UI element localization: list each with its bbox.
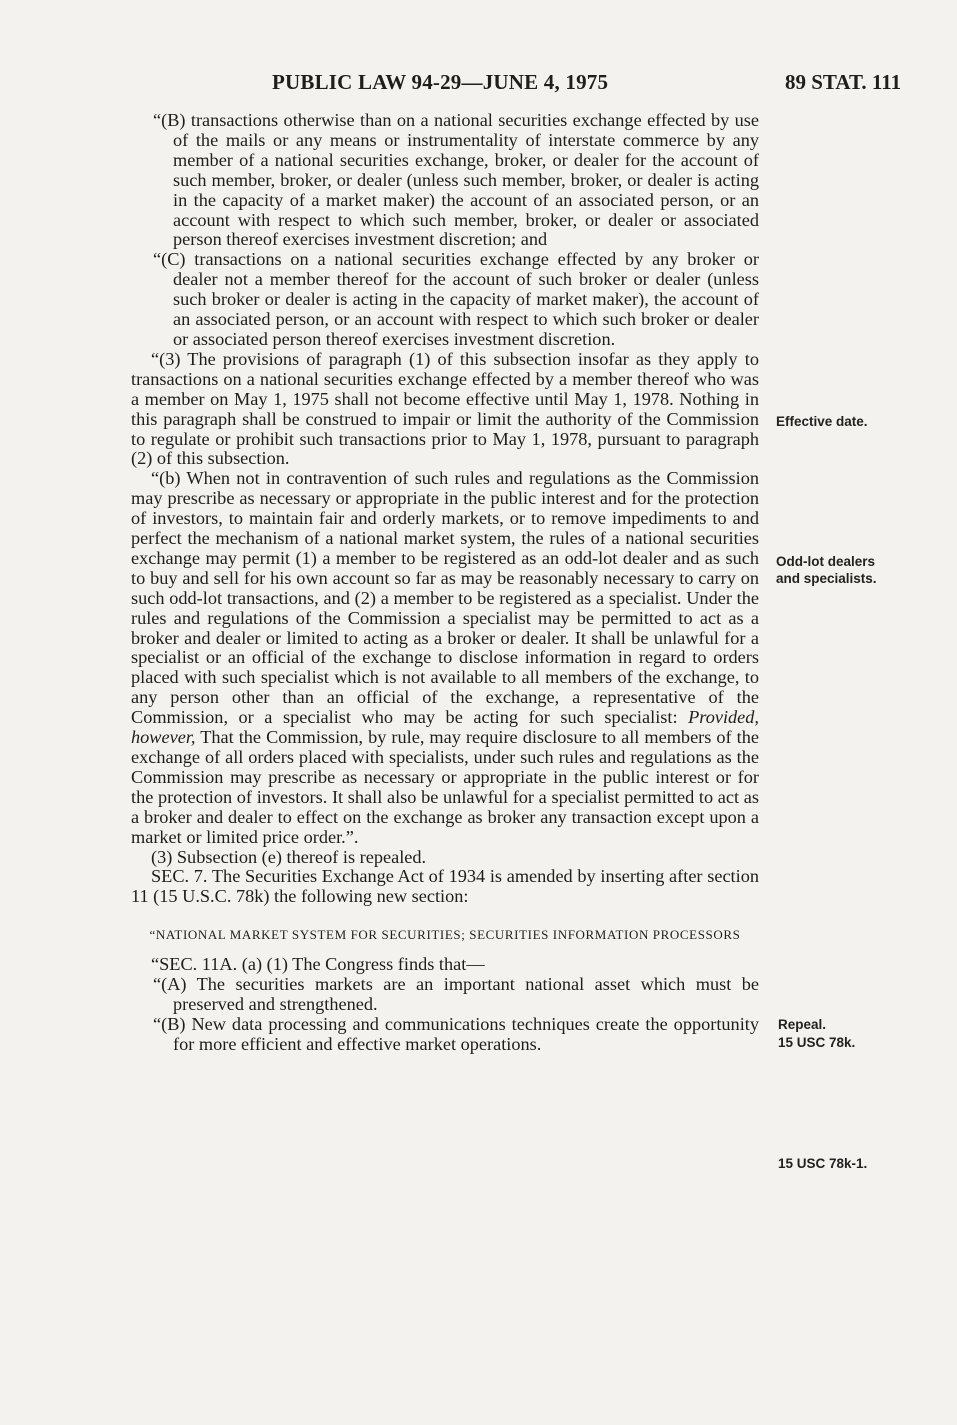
section-7-label: SEC. 7.: [151, 866, 208, 887]
paragraph-repeal: (3) Subsection (e) thereof is repealed.: [151, 846, 427, 867]
paragraph-3-effective: “(3) The provisions of paragraph (1) of this subsection insofar as they apply to transactions on a national securities exchange effected by a member thereof who was a member on May 1, 1975 shall not become effective until May 1, 1978. Nothing in this paragraph shall be construed to impair or limit the authority of the Commission to regulate or prohibit such transactions prior to May 1, 1978, pursuant to paragraph (2) of this subsection.: [131, 348, 759, 469]
document-body: [131, 111, 759, 1055]
section-11a-text: (a) (1) The Congress finds that—: [241, 954, 485, 975]
section-11a-label: “SEC. 11A.: [151, 954, 238, 975]
margin-note-odd-lot-line1: Odd-lot dealers: [776, 554, 876, 569]
section-7-text: The Securities Exchange Act of 1934 is amended by inserting after section 11 (15 U.S.C. 78k) the following new section:: [131, 866, 759, 907]
margin-note-15-usc-78k: 15 USC 78k.: [778, 1035, 856, 1050]
page-title: PUBLIC LAW 94-29—JUNE 4, 1975: [272, 70, 609, 94]
paragraph-11a-a: “(A) The securities markets are an important national asset which must be preserved and strengthened.: [153, 974, 759, 1015]
paragraph-b-odd-lot: [131, 469, 759, 847]
section-7-paragraph: [131, 867, 759, 907]
odd-lot-text-before: “(b) When not in contravention of such rules and regulations as the Commission may prescribe as necessary or appropriate in the public interest and for the protection of investors, to maintain fair and orderly markets, or to remove impediments to and perfect the mechanism of a national market system, the rules of a national securities exchange may permit (1) a member to be registered as an odd-lot dealer and as such to buy and sell for his own account so far as may be reasonably necessary to carry on such odd-lot transactions, and (2) a member to be registered as a specialist. Under the rules and regulations of the Commission a specialist may be permitted to act as a broker and dealer or limited to acting as a broker or dealer. It shall be unlawful for a specialist or an official of the exchange to disclose information in regard to orders placed with such specialist which is not available to all members of the exchange, to any person other than an official of the exchange, a representative of the Commission, or a specialist who may be acting for such specialist:: [131, 468, 759, 728]
section-heading: “NATIONAL MARKET SYSTEM FOR SECURITIES; SECURITIES INFORMATION PROCESSORS: [149, 927, 741, 943]
paragraph-c-transactions: “(C) transactions on a national securities exchange effected by any broker or dealer not a member thereof for the account of such broker or dealer (unless such broker or dealer is acting in the capacity of market maker), the account of an associated person, or an account with respect to which such broker or dealer or associated person thereof exercises investment discretion.: [153, 249, 759, 349]
margin-note-odd-lot-dealers: [776, 553, 877, 587]
margin-note-repeal: Repeal.: [778, 1017, 827, 1032]
section-11a-paragraph: [131, 955, 759, 975]
margin-note-odd-lot-line2: and specialists.: [776, 571, 877, 586]
page-header: [0, 70, 957, 100]
paragraph-11a-b: “(B) New data processing and communications techniques create the opportunity for more efficient and effective market operations.: [153, 1013, 759, 1054]
margin-note-15-usc-78k-1: 15 USC 78k-1.: [778, 1156, 868, 1171]
provided-however: Provided, however,: [131, 707, 759, 748]
margin-note-effective-date: Effective date.: [776, 414, 868, 429]
paragraph-b-transactions: “(B) transactions otherwise than on a national securities exchange effected by use of the mails or any means or instrumentality of interstate commerce by any member of a national securities exchange, broker, or dealer for the account of such member, broker, or dealer (unless such member, broker, or dealer is acting in the capacity of a market maker) the account of an associated person, or an account with respect to which such member, broker, or dealer or associated person thereof exercises investment discretion; and: [153, 110, 759, 250]
odd-lot-text-after: That the Commission, by rule, may require disclosure to all members of the exchange of all orders placed with specialists, under such rules and regulations as the Commission may prescribe as necessary or appropriate in the public interest or for the protection of investors. It shall also be unlawful for a specialist permitted to act as a broker and dealer to effect on the exchange as broker any transaction except upon a market or limited price order.”.: [131, 727, 759, 847]
statute-page-number: 89 STAT. 111: [785, 70, 902, 94]
